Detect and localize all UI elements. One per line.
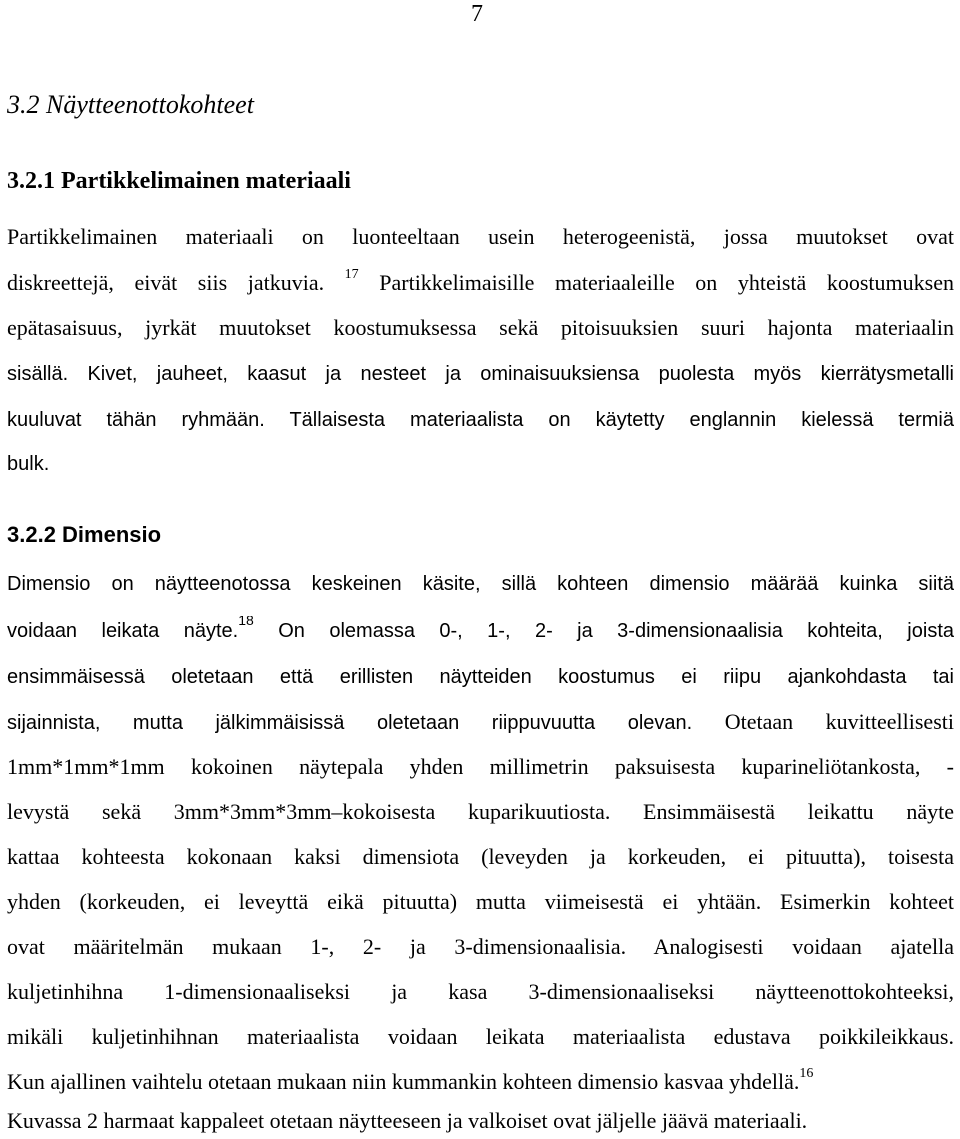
- paragraph-line: [7, 222, 954, 252]
- paragraph-line: [7, 932, 954, 962]
- text: On olemassa 0-, 1-, 2- ja 3-dimensionaalisia kohteita, joista: [278, 620, 954, 642]
- text: yhden (korkeuden, ei leveyttä eikä pituutta) mutta viimeisestä ei yhtään.: [7, 889, 762, 914]
- text: Kuvassa 2 harmaat kappaleet otetaan näytteeseen ja valkoiset ovat jäljelle jäävä materiaali.: [7, 1108, 808, 1133]
- paragraph-line: [7, 1106, 954, 1136]
- text: diskreettejä, eivät siis jatkuvia.: [7, 270, 325, 295]
- paragraph-line: [7, 797, 954, 827]
- text: Kun ajallinen vaihtelu otetaan mukaan niin kummankin kohteen dimensio kasvaa yhdellä.: [7, 1069, 800, 1094]
- text: Esimerkin kohteet: [780, 889, 954, 914]
- paragraph-line: [7, 616, 954, 646]
- paragraph-line: [7, 1067, 954, 1097]
- text: bulk.: [7, 453, 50, 475]
- paragraph-line: [7, 662, 954, 692]
- text: Partikkelimainen materiaali on luonteeltaan usein heterogeenistä, jossa muutokset ovat: [7, 224, 954, 249]
- paragraph-line: [7, 313, 954, 343]
- paragraph-line: [7, 707, 954, 737]
- text: Partikkelimaisille materiaaleille on yhteistä koostumuksen: [379, 270, 954, 295]
- paragraph-line: [7, 405, 954, 435]
- text: levystä sekä 3mm*3mm*3mm–kokoisesta kuparikuutiosta.: [7, 799, 611, 824]
- text: Ensimmäisestä leikattu näyte: [643, 799, 954, 824]
- text: Analogisesti voidaan ajatella: [653, 934, 954, 959]
- footnote-ref: 18: [238, 616, 254, 629]
- text: kuuluvat tähän ryhmään. Tällaisesta materiaalista on käytetty englannin kielessä termiä: [7, 409, 954, 431]
- paragraph-line: [7, 1022, 954, 1052]
- text: kuljetinhihna 1-dimensionaaliseksi ja kasa 3-dimensionaaliseksi näytteenottokohteeksi,: [7, 979, 954, 1004]
- page-number: 7: [471, 1, 483, 27]
- text: kattaa kohteesta kokonaan kaksi dimensiota (leveyden ja korkeuden, ei pituutta), toisesta: [7, 844, 954, 869]
- subsection-heading-1: 3.2.1 Partikkelimainen materiaali: [7, 168, 351, 194]
- text: 1mm*1mm*1mm kokoinen näytepala yhden millimetrin paksuisesta kuparineliötankosta, -: [7, 754, 954, 779]
- paragraph-line: [7, 268, 954, 298]
- text: epätasaisuus, jyrkät muutokset koostumuksessa sekä pitoisuuksien suuri hajonta materiaalin: [7, 315, 954, 340]
- paragraph-line: [7, 569, 954, 599]
- footnote-ref: 17: [344, 268, 359, 282]
- text: sisällä. Kivet, jauheet, kaasut ja nesteet ja ominaisuuksiensa puolesta myös kierrätysmetalli: [7, 363, 954, 385]
- text: sijainnista, mutta jälkimmäisissä oletetaan riippuvuutta olevan.: [7, 712, 693, 734]
- text: mikäli kuljetinhihnan materiaalista voidaan leikata materiaalista edustava poikkileikkaus.: [7, 1024, 954, 1049]
- paragraph-line: [7, 449, 954, 479]
- text: ensimmäisessä oletetaan että erillisten näytteiden koostumus ei riipu ajankohdasta tai: [7, 666, 954, 688]
- paragraph-line: [7, 842, 954, 872]
- subsection-heading-2: 3.2.2 Dimensio: [7, 522, 162, 547]
- text: ovat määritelmän mukaan 1-, 2- ja 3-dimensionaalisia.: [7, 934, 627, 959]
- text: Dimensio on näytteenotossa keskeinen käsite, sillä kohteen dimensio määrää kuinka siitä: [7, 573, 954, 595]
- text: Otetaan kuvitteellisesti: [724, 709, 954, 734]
- paragraph-line: [7, 752, 954, 782]
- paragraph-line: [7, 359, 954, 389]
- paragraph-line: [7, 977, 954, 1007]
- text: voidaan leikata näyte.: [7, 620, 239, 642]
- footnote-ref: 16: [799, 1067, 814, 1081]
- paragraph-line: [7, 887, 954, 917]
- section-heading: 3.2 Näytteenottokohteet: [7, 90, 254, 119]
